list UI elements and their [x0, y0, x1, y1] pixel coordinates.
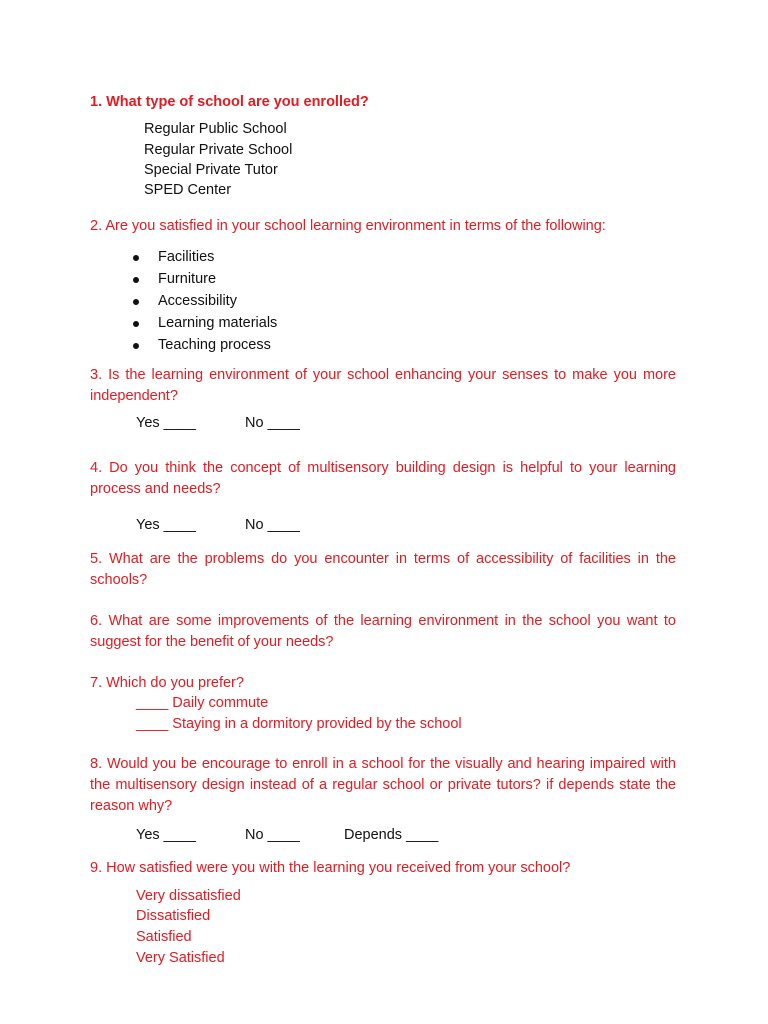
q9-option-very-satisfied: Very Satisfied — [136, 950, 225, 966]
q2-item-furniture: Furniture — [158, 271, 217, 287]
q4-no-answer: No ____ — [245, 517, 300, 533]
q1-option-tutor: Special Private Tutor — [144, 162, 278, 178]
q9-option-very-dissatisfied: Very dissatisfied — [136, 888, 241, 904]
question-9: 9. How satisfied were you with the learning you received from your school? — [90, 860, 571, 876]
q1-option-private: Regular Private School — [144, 142, 293, 158]
question-8: 8. Would you be encourage to enroll in a school for the visually and hearing impaired with the multisensory design instead of a regular school or private tutors? if depends state the reason why? — [90, 756, 676, 814]
q2-item-learning-materials: Learning materials — [158, 315, 278, 331]
q4-yes-answer: Yes ____ — [136, 517, 196, 533]
q1-option-sped: SPED Center — [144, 182, 232, 198]
q2-item-facilities: Facilities — [158, 249, 215, 265]
q8-no-answer: No ____ — [245, 827, 300, 843]
q3-no-answer: No ____ — [245, 415, 300, 431]
question-7: 7. Which do you prefer? — [90, 675, 244, 691]
question-6: 6. What are some improvements of the learning environment in the school you want to suggest for the benefit of your needs? — [90, 613, 676, 650]
q1-option-public: Regular Public School — [144, 121, 287, 137]
bullet-icon — [133, 321, 139, 327]
q7-option-commute: ____ Daily commute — [136, 695, 269, 711]
q7-option-dormitory: ____ Staying in a dormitory provided by the school — [136, 716, 462, 732]
bullet-icon — [133, 255, 139, 261]
question-3: 3. Is the learning environment of your school enhancing your senses to make you more independent? — [90, 367, 676, 404]
bullet-icon — [133, 299, 139, 305]
question-4: 4. Do you think the concept of multisensory building design is helpful to your learning process and needs? — [90, 460, 676, 497]
q2-item-accessibility: Accessibility — [158, 293, 237, 309]
q2-item-teaching-process: Teaching process — [158, 337, 271, 353]
q8-yes-answer: Yes ____ — [136, 827, 196, 843]
bullet-icon — [133, 343, 139, 349]
q9-option-satisfied: Satisfied — [136, 929, 192, 945]
q9-option-dissatisfied: Dissatisfied — [136, 908, 211, 924]
question-5: 5. What are the problems do you encounter in terms of accessibility of facilities in the schools? — [90, 551, 676, 588]
q8-depends-answer: Depends ____ — [344, 827, 439, 843]
q3-yes-answer: Yes ____ — [136, 415, 196, 431]
question-1: 1. What type of school are you enrolled? — [90, 94, 369, 110]
bullet-icon — [133, 277, 139, 283]
question-2: 2. Are you satisfied in your school learning environment in terms of the following: — [90, 218, 606, 234]
